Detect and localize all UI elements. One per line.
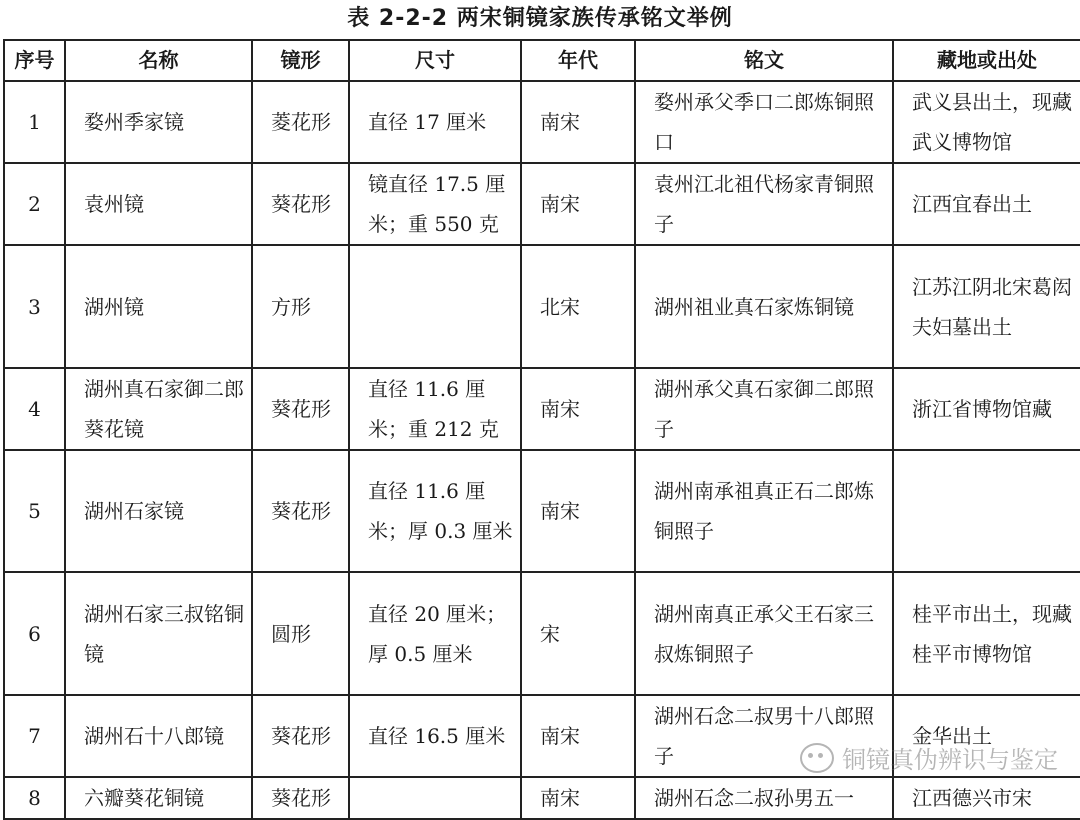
cell-size: 直径 17 厘米	[349, 81, 521, 163]
table-row	[4, 163, 1080, 245]
cell-name: 湖州石家三叔铭铜镜	[65, 572, 252, 695]
cell-shape: 圆形	[252, 572, 349, 695]
cell-shape: 方形	[252, 245, 349, 368]
header-inscription: 铭文	[635, 40, 893, 81]
header-era: 年代	[521, 40, 635, 81]
cell-shape: 葵花形	[252, 695, 349, 777]
cell-size: 直径 11.6 厘米；重 212 克	[349, 368, 521, 450]
cell-location: 江西德兴市宋	[893, 777, 1080, 819]
header-name: 名称	[65, 40, 252, 81]
header-location: 藏地或出处	[893, 40, 1080, 81]
inscription-table	[3, 39, 1080, 820]
cell-inscription: 湖州承父真石家御二郎照子	[635, 368, 893, 450]
cell-era: 南宋	[521, 450, 635, 572]
cell-name: 湖州石家镜	[65, 450, 252, 572]
cell-shape: 葵花形	[252, 450, 349, 572]
cell-location: 浙江省博物馆藏	[893, 368, 1080, 450]
cell-shape: 葵花形	[252, 368, 349, 450]
cell-index: 1	[4, 81, 65, 163]
cell-index: 6	[4, 572, 65, 695]
cell-era: 南宋	[521, 368, 635, 450]
header-index: 序号	[4, 40, 65, 81]
header-row	[4, 40, 1080, 81]
cell-name: 六瓣葵花铜镜	[65, 777, 252, 819]
cell-inscription: 湖州南真正承父王石家三叔炼铜照子	[635, 572, 893, 695]
cell-location: 江苏江阴北宋葛闳夫妇墓出土	[893, 245, 1080, 368]
cell-location: 桂平市出土，现藏桂平市博物馆	[893, 572, 1080, 695]
cell-inscription: 湖州祖业真石家炼铜镜	[635, 245, 893, 368]
wechat-icon	[800, 743, 834, 773]
cell-index: 2	[4, 163, 65, 245]
cell-name: 湖州石十八郎镜	[65, 695, 252, 777]
cell-size: 镜直径 17.5 厘米；重 550 克	[349, 163, 521, 245]
cell-name: 袁州镜	[65, 163, 252, 245]
cell-index: 4	[4, 368, 65, 450]
cell-era: 南宋	[521, 163, 635, 245]
table-title: 表 2-2-2 两宋铜镜家族传承铭文举例	[347, 6, 733, 31]
cell-era: 北宋	[521, 245, 635, 368]
cell-size	[349, 245, 521, 368]
table-row	[4, 450, 1080, 572]
cell-name: 湖州真石家御二郎葵花镜	[65, 368, 252, 450]
cell-name: 婺州季家镜	[65, 81, 252, 163]
table-row	[4, 81, 1080, 163]
cell-size: 直径 11.6 厘米；厚 0.3 厘米	[349, 450, 521, 572]
cell-index: 7	[4, 695, 65, 777]
cell-size	[349, 777, 521, 819]
cell-era: 宋	[521, 572, 635, 695]
cell-era: 南宋	[521, 695, 635, 777]
cell-index: 5	[4, 450, 65, 572]
cell-era: 南宋	[521, 777, 635, 819]
table-row	[4, 368, 1080, 450]
table-row	[4, 572, 1080, 695]
cell-location: 江西宜春出土	[893, 163, 1080, 245]
cell-location	[893, 450, 1080, 572]
cell-location: 武义县出土，现藏武义博物馆	[893, 81, 1080, 163]
header-shape: 镜形	[252, 40, 349, 81]
cell-shape: 葵花形	[252, 163, 349, 245]
cell-shape: 葵花形	[252, 777, 349, 819]
header-size: 尺寸	[349, 40, 521, 81]
cell-inscription: 湖州石念二叔孙男五一	[635, 777, 893, 819]
cell-shape: 菱花形	[252, 81, 349, 163]
cell-name: 湖州镜	[65, 245, 252, 368]
cell-inscription: 婺州承父季口二郎炼铜照口	[635, 81, 893, 163]
table-row	[4, 245, 1080, 368]
watermark	[800, 740, 1058, 775]
cell-index: 8	[4, 777, 65, 819]
table-row	[4, 777, 1080, 819]
cell-inscription: 袁州江北祖代杨家青铜照子	[635, 163, 893, 245]
cell-era: 南宋	[521, 81, 635, 163]
cell-inscription: 湖州石念二叔男十八郎照子	[635, 695, 893, 777]
cell-inscription: 湖州南承祖真正石二郎炼铜照子	[635, 450, 893, 572]
cell-index: 3	[4, 245, 65, 368]
cell-size: 直径 16.5 厘米	[349, 695, 521, 777]
cell-location: 金华出土	[893, 695, 1080, 777]
cell-size: 直径 20 厘米；厚 0.5 厘米	[349, 572, 521, 695]
watermark-text: 铜镜真伪辨识与鉴定	[842, 746, 1058, 774]
